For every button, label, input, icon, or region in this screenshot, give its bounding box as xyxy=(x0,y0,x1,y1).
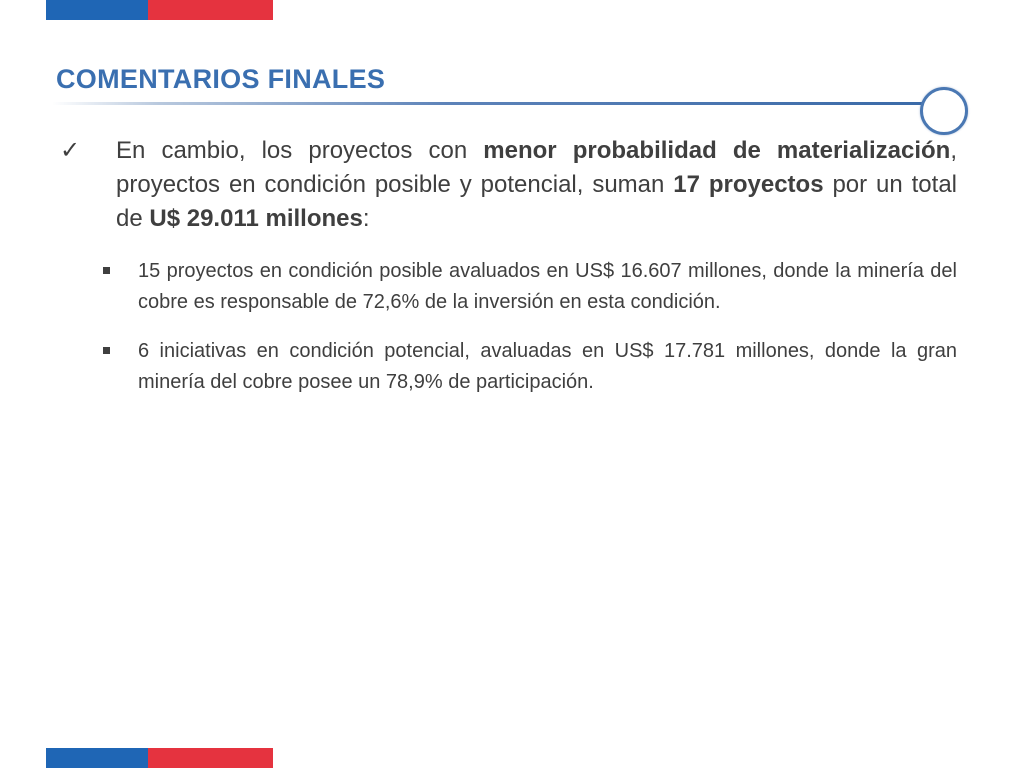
sub-bullet-text: 15 proyectos en condición posible avaluados en US$ 16.607 millones, donde la minería del cobre es responsable de 72,6% de la inversión en esta condición. xyxy=(138,260,957,313)
main-text-part: , proyectos en condición posible y potencial, suman xyxy=(116,137,958,198)
sub-bullet-item xyxy=(96,336,957,398)
main-bullet-text xyxy=(116,134,957,236)
main-text-part: : xyxy=(362,205,370,232)
flag-red-segment xyxy=(148,0,273,20)
flag-bar-top xyxy=(46,0,273,20)
check-icon: ✓ xyxy=(60,136,81,164)
sub-bullet-item xyxy=(96,256,957,318)
main-text-bold: 17 proyectos xyxy=(673,171,824,198)
flag-blue-segment xyxy=(46,0,148,20)
flag-red-segment xyxy=(148,748,273,768)
main-text-bold: menor probabilidad de materialización xyxy=(483,137,951,164)
square-bullet-icon xyxy=(103,347,110,354)
title-ring-ornament xyxy=(920,87,968,135)
title-underline xyxy=(52,102,927,105)
flag-bar-bottom xyxy=(46,748,273,768)
square-bullet-icon xyxy=(103,267,110,274)
sub-bullet-text: 6 iniciativas en condición potencial, avaluadas en US$ 17.781 millones, donde la gran minería del cobre posee un 78,9% de participación. xyxy=(138,340,957,393)
sub-bullet-list xyxy=(96,256,957,416)
slide-title: COMENTARIOS FINALES xyxy=(56,64,386,94)
main-text-part: por un total de xyxy=(116,171,957,232)
main-text-bold: U$ 29.011 millones xyxy=(149,205,363,232)
flag-blue-segment xyxy=(46,748,148,768)
main-bullet xyxy=(60,134,957,236)
main-text-part: En cambio, los proyectos con xyxy=(116,137,484,164)
